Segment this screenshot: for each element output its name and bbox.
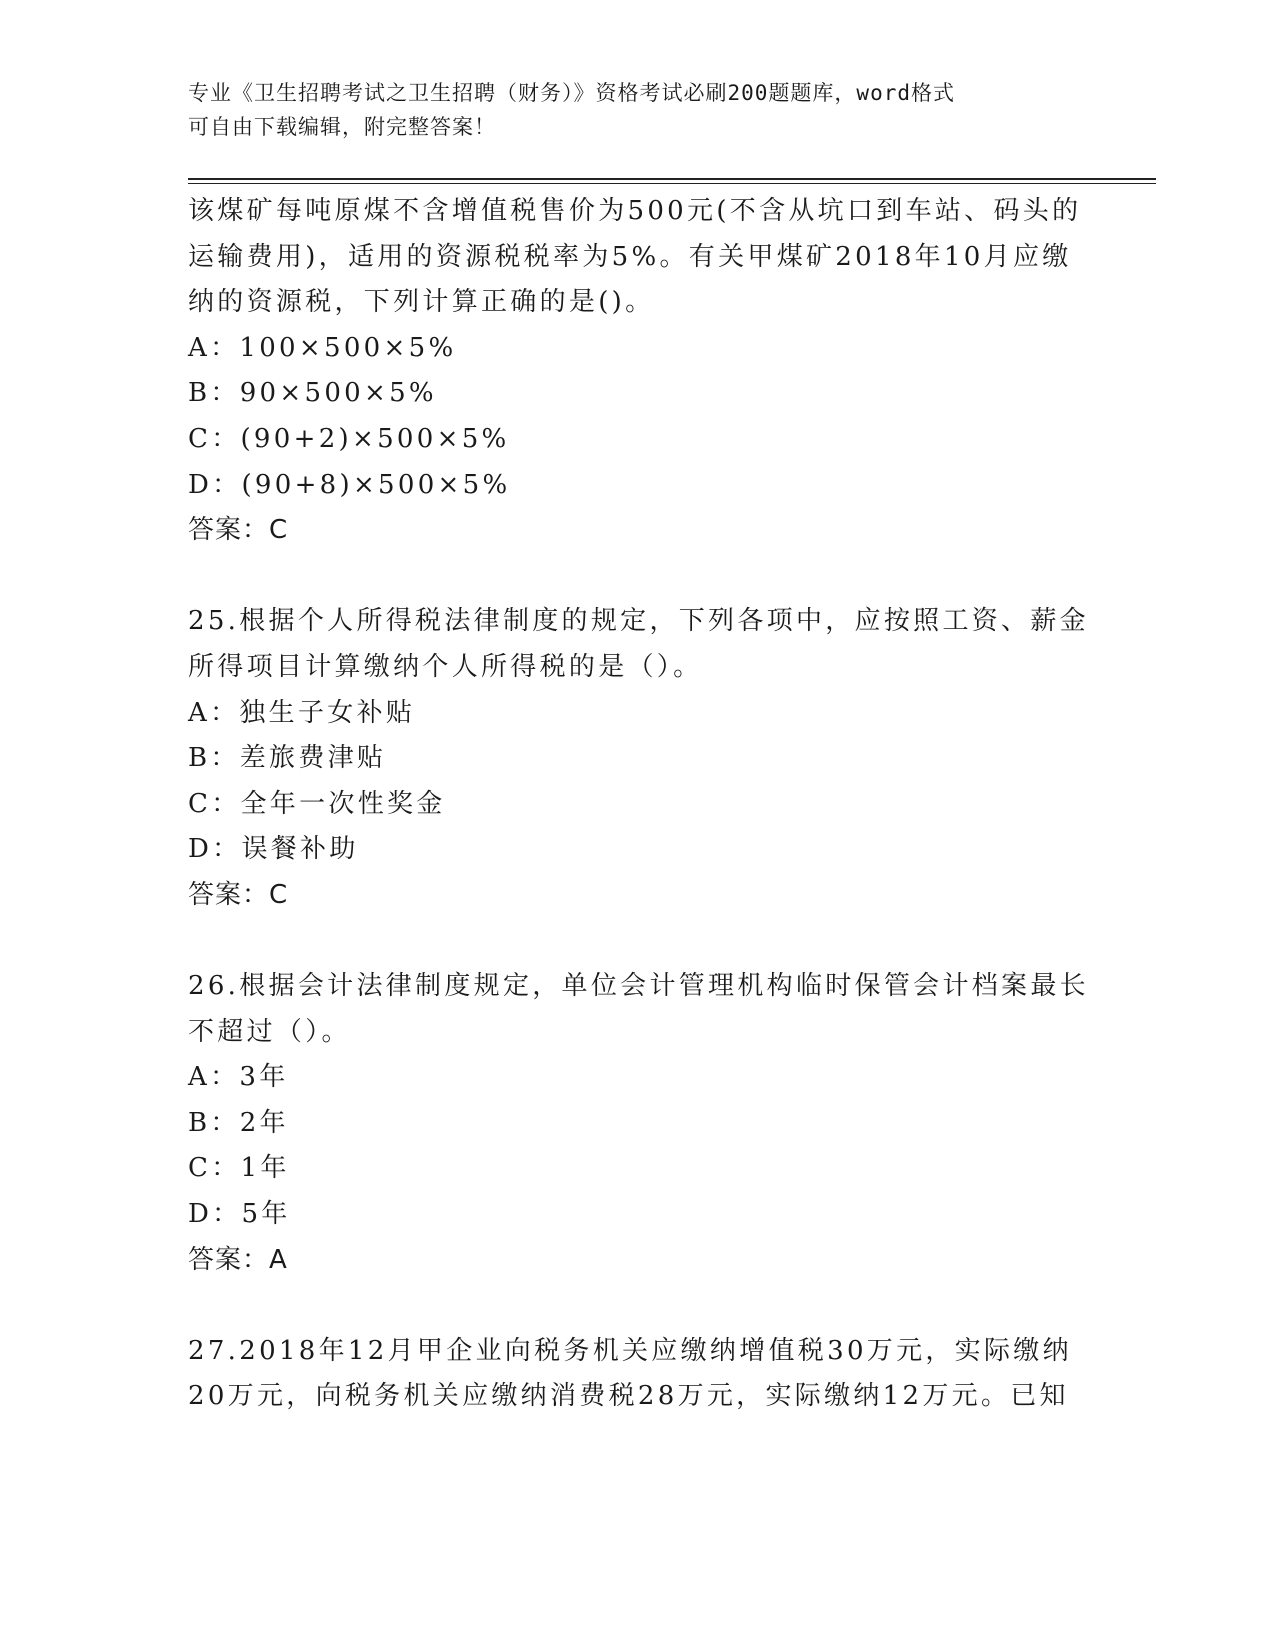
option-b: B：差旅费津贴 <box>188 743 387 774</box>
option-b: B：2年 <box>188 1107 289 1138</box>
answer-line: 答案：C <box>188 515 289 546</box>
option-d: D：误餐补助 <box>188 834 359 865</box>
document-header <box>188 76 1088 144</box>
option-a: A：独生子女补贴 <box>188 697 416 728</box>
question-text-line: 25.根据个人所得税法律制度的规定，下列各项中，应按照工资、薪金 <box>188 606 1089 637</box>
answer-line: 答案：A <box>188 1244 288 1275</box>
question-text-line: 27.2018年12月甲企业向税务机关应缴纳增值税30万元，实际缴纳 <box>188 1335 1072 1366</box>
option-c: C：全年一次性奖金 <box>188 788 446 819</box>
question-text-line: 26.根据会计法律制度规定，单位会计管理机构临时保管会计档案最长 <box>188 971 1089 1002</box>
option-c: C：(90+2)×500×5% <box>188 423 510 454</box>
option-d: D：5年 <box>188 1199 291 1230</box>
spacer <box>188 919 1088 965</box>
spacer <box>188 554 1088 600</box>
question-block-27 <box>188 1329 1088 1420</box>
option-c: C：1年 <box>188 1153 290 1184</box>
question-block-25 <box>188 599 1088 918</box>
question-block-26 <box>188 964 1088 1283</box>
header-divider-thick <box>188 178 1156 180</box>
option-d: D：(90+8)×500×5% <box>188 469 511 500</box>
option-a: A：3年 <box>188 1062 289 1093</box>
header-divider-thin <box>188 183 1156 184</box>
question-text-line: 该煤矿每吨原煤不含增值税售价为500元(不含从坑口到车站、码头的 <box>188 196 1082 226</box>
answer-line: 答案：C <box>188 879 289 910</box>
question-text-line: 所得项目计算缴纳个人所得税的是（）。 <box>188 651 703 682</box>
question-text-line: 纳的资源税，下列计算正确的是()。 <box>188 287 655 318</box>
option-a: A：100×500×5% <box>188 332 457 363</box>
question-text-line: 运输费用)，适用的资源税税率为5%。有关甲煤矿2018年10月应缴 <box>188 241 1072 272</box>
spacer <box>188 1283 1088 1329</box>
header-line-1: 专业《卫生招聘考试之卫生招聘（财务）》资格考试必刷200题题库，word格式 <box>188 81 955 105</box>
question-block-continued <box>188 189 1088 554</box>
header-line-2: 可自由下载编辑，附完整答案！ <box>188 115 496 139</box>
question-text-line: 20万元，向税务机关应缴纳消费税28万元，实际缴纳12万元。已知 <box>188 1381 1069 1412</box>
question-text-line: 不超过（）。 <box>188 1016 351 1047</box>
question-content <box>188 189 1088 1420</box>
option-b: B：90×500×5% <box>188 378 437 409</box>
